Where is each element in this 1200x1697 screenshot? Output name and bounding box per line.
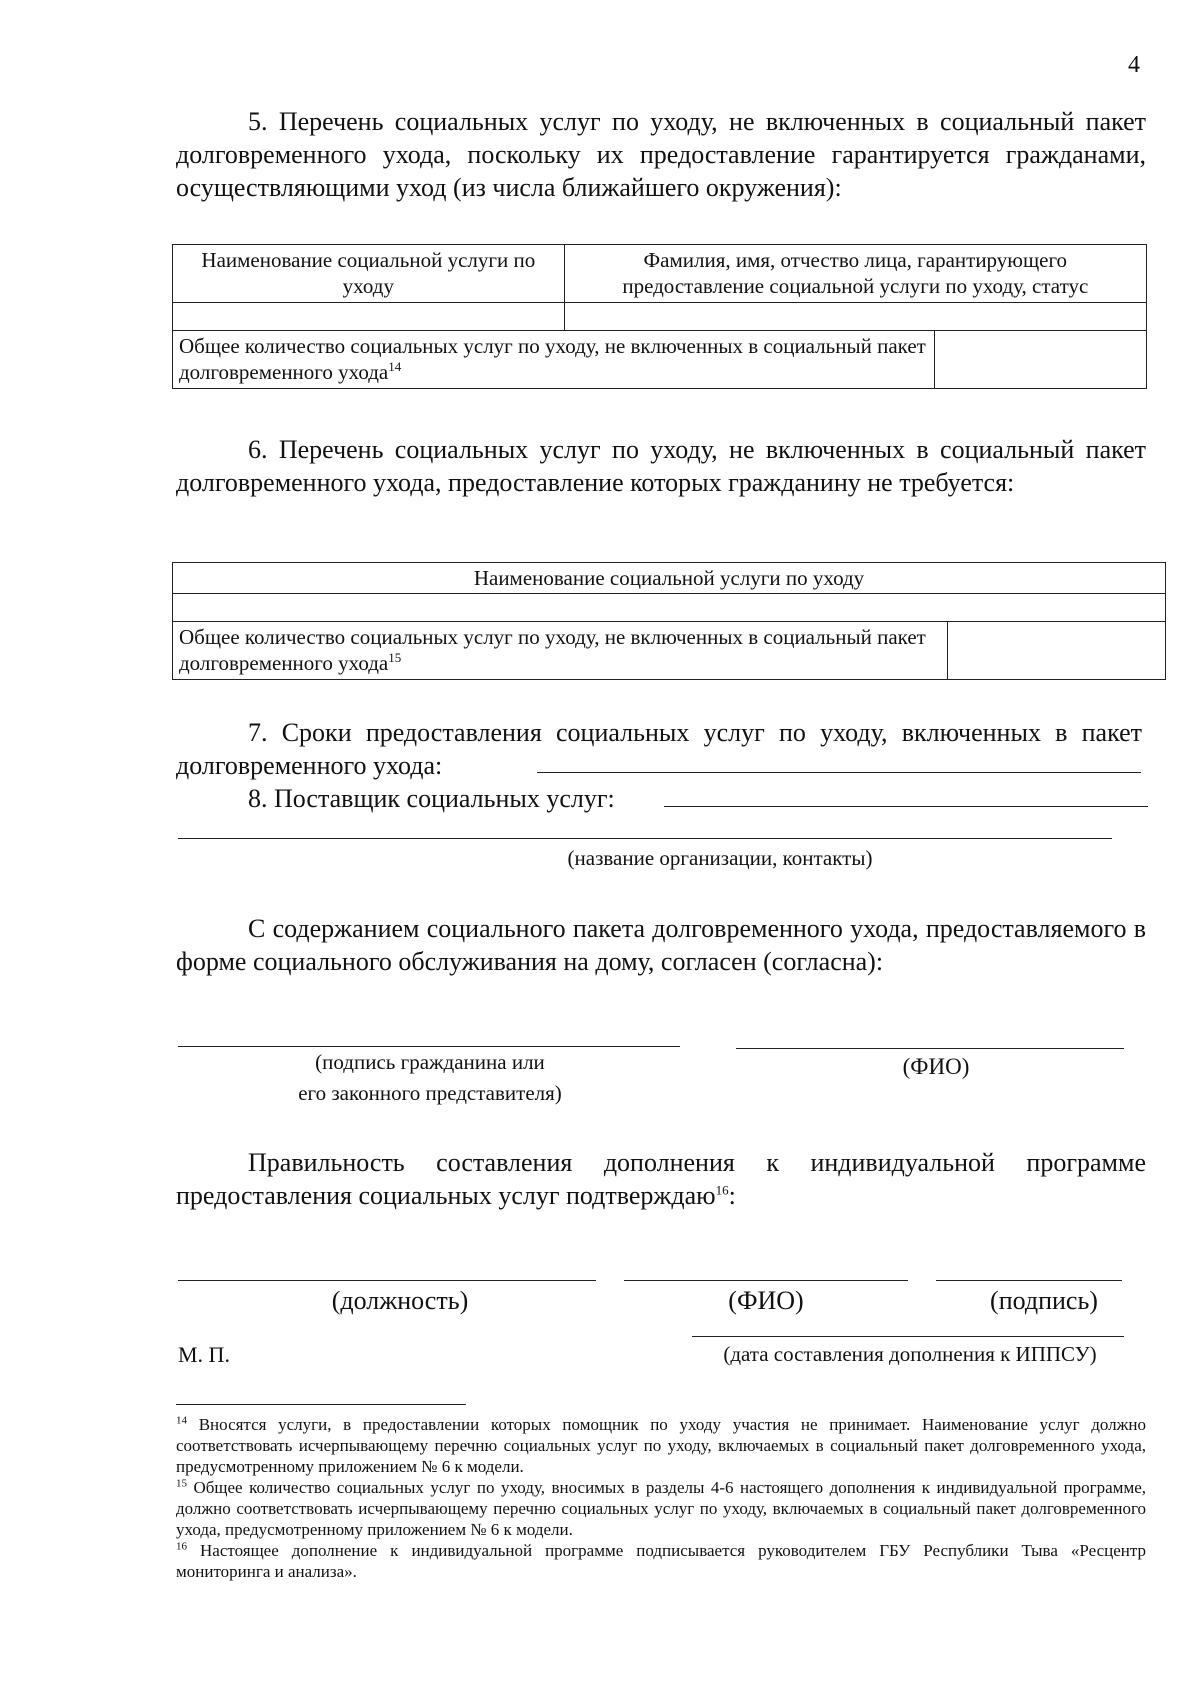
citizen-signature-line[interactable]: [178, 1046, 680, 1047]
section-7-number: 7.: [248, 718, 268, 747]
footnote-text: Вносятся услуги, в предоставлении которых помощник по уходу участия не принимает. Наименование услуг должно соответствовать исчерпывающему перечню социальных услуг по уходу, включаемых в социальный пакет долговременного ухода, предусмотренному приложением № 6 к модели.: [176, 1415, 1147, 1476]
citizen-fio-caption: (ФИО): [902, 1054, 970, 1079]
total-label: Общее количество социальных услуг по уходу, не включенных в социальный пакет долговременного ухода: [179, 625, 926, 675]
official-fio-line[interactable]: [624, 1280, 908, 1281]
section-5-paragraph: [176, 105, 1146, 204]
citizen-signature-caption-line2: его законного представителя): [298, 1081, 562, 1105]
section-7-text: Сроки предоставления социальных услуг по уходу, включенных в пакет долговременного ухода:: [176, 718, 1142, 780]
footnote-separator: [176, 1404, 466, 1405]
col-header-guarantor: Фамилия, имя, отчество лица, гарантирующего предоставление социальной услуги по уходу, статус: [564, 245, 1146, 303]
total-value-cell: [935, 331, 1147, 389]
col-header-service-name: Наименование социальной услуги по уходу: [173, 563, 1166, 594]
date-line[interactable]: [692, 1336, 1124, 1337]
total-label-cell: [173, 331, 935, 389]
provider-caption: (название организации, контакты): [567, 846, 873, 870]
citizen-signature-caption: [230, 1050, 630, 1106]
stamp-label: М. П.: [178, 1342, 230, 1367]
section-5-table: [172, 244, 1147, 389]
section-6-number: 6.: [248, 435, 268, 464]
citizen-fio-line[interactable]: [736, 1048, 1124, 1049]
section-8-fill-line[interactable]: [664, 806, 1148, 807]
section-8-number: 8.: [248, 784, 268, 813]
empty-cell: [173, 303, 565, 331]
official-signature-line[interactable]: [936, 1280, 1122, 1281]
section-6-paragraph: [176, 433, 1146, 499]
official-signature-caption: (подпись): [990, 1286, 1098, 1315]
date-caption: (дата составления дополнения к ИППСУ): [723, 1342, 1097, 1366]
position-line[interactable]: [178, 1280, 596, 1281]
section-5-text: Перечень социальных услуг по уходу, не включенных в социальный пакет долговременного ухода, поскольку их предоставление гарантируется гражданами, осуществляющими уход (из числа ближайшего окружения):: [176, 107, 1147, 202]
confirm-text: Правильность составления дополнения к индивидуальной программе предоставления социальных услуг подтверждаю: [176, 1148, 1146, 1210]
empty-cell: [173, 594, 1166, 622]
footnote-14: [176, 1414, 1146, 1477]
position-caption: (должность): [331, 1286, 469, 1315]
footnote-16: [176, 1540, 1146, 1582]
footnote-text: Общее количество социальных услуг по уходу, вносимых в разделы 4-6 настоящего дополнения к индивидуальной программе, должно соответствовать исчерпывающему перечню социальных услуг по уходу, включаемых в социальный пакет долговременного ухода, предусмотренному приложением № 6 к модели.: [176, 1478, 1146, 1539]
section-6-table: [172, 562, 1166, 680]
col-header-service-name: Наименование социальной услуги по уходу: [173, 245, 565, 303]
footnote-15: [176, 1477, 1146, 1540]
footnote-text: Настоящее дополнение к индивидуальной программе подписывается руководителем ГБУ Республики Тыва «Ресцентр мониторинга и анализа».: [176, 1541, 1146, 1581]
empty-cell: [564, 303, 1146, 331]
provider-fill-line[interactable]: [178, 838, 1112, 839]
total-label-cell: [173, 622, 948, 680]
footnote-ref: 15: [388, 650, 402, 665]
footnote-mark: 14: [176, 1414, 187, 1427]
consent-paragraph: [176, 912, 1146, 978]
consent-text: С содержанием социального пакета долговременного ухода, предоставляемого в форме социального обслуживания на дому, согласен (согласна):: [176, 914, 1146, 976]
footnote-mark: 15: [176, 1477, 187, 1490]
section-7-fill-line[interactable]: [537, 772, 1141, 773]
footnote-ref: 14: [388, 359, 402, 374]
footnote-ref: 16: [715, 1182, 729, 1198]
section-8-text: Поставщик социальных услуг:: [274, 784, 615, 813]
citizen-signature-caption-line1: (подпись гражданина или: [315, 1050, 545, 1074]
footnotes: [176, 1414, 1146, 1582]
page-number: 4: [1128, 52, 1140, 78]
official-fio-caption: (ФИО): [728, 1286, 804, 1315]
total-value-cell: [948, 622, 1166, 680]
section-8-paragraph: [176, 782, 1146, 815]
confirm-paragraph: [176, 1146, 1146, 1212]
section-5-number: 5.: [248, 107, 268, 136]
section-6-text: Перечень социальных услуг по уходу, не включенных в социальный пакет долговременного ухода, предоставление которых гражданину не требуется:: [176, 435, 1147, 497]
total-label: Общее количество социальных услуг по уходу, не включенных в социальный пакет долговременного ухода: [179, 334, 926, 384]
footnote-mark: 16: [176, 1540, 187, 1553]
confirm-suffix: :: [728, 1181, 736, 1210]
